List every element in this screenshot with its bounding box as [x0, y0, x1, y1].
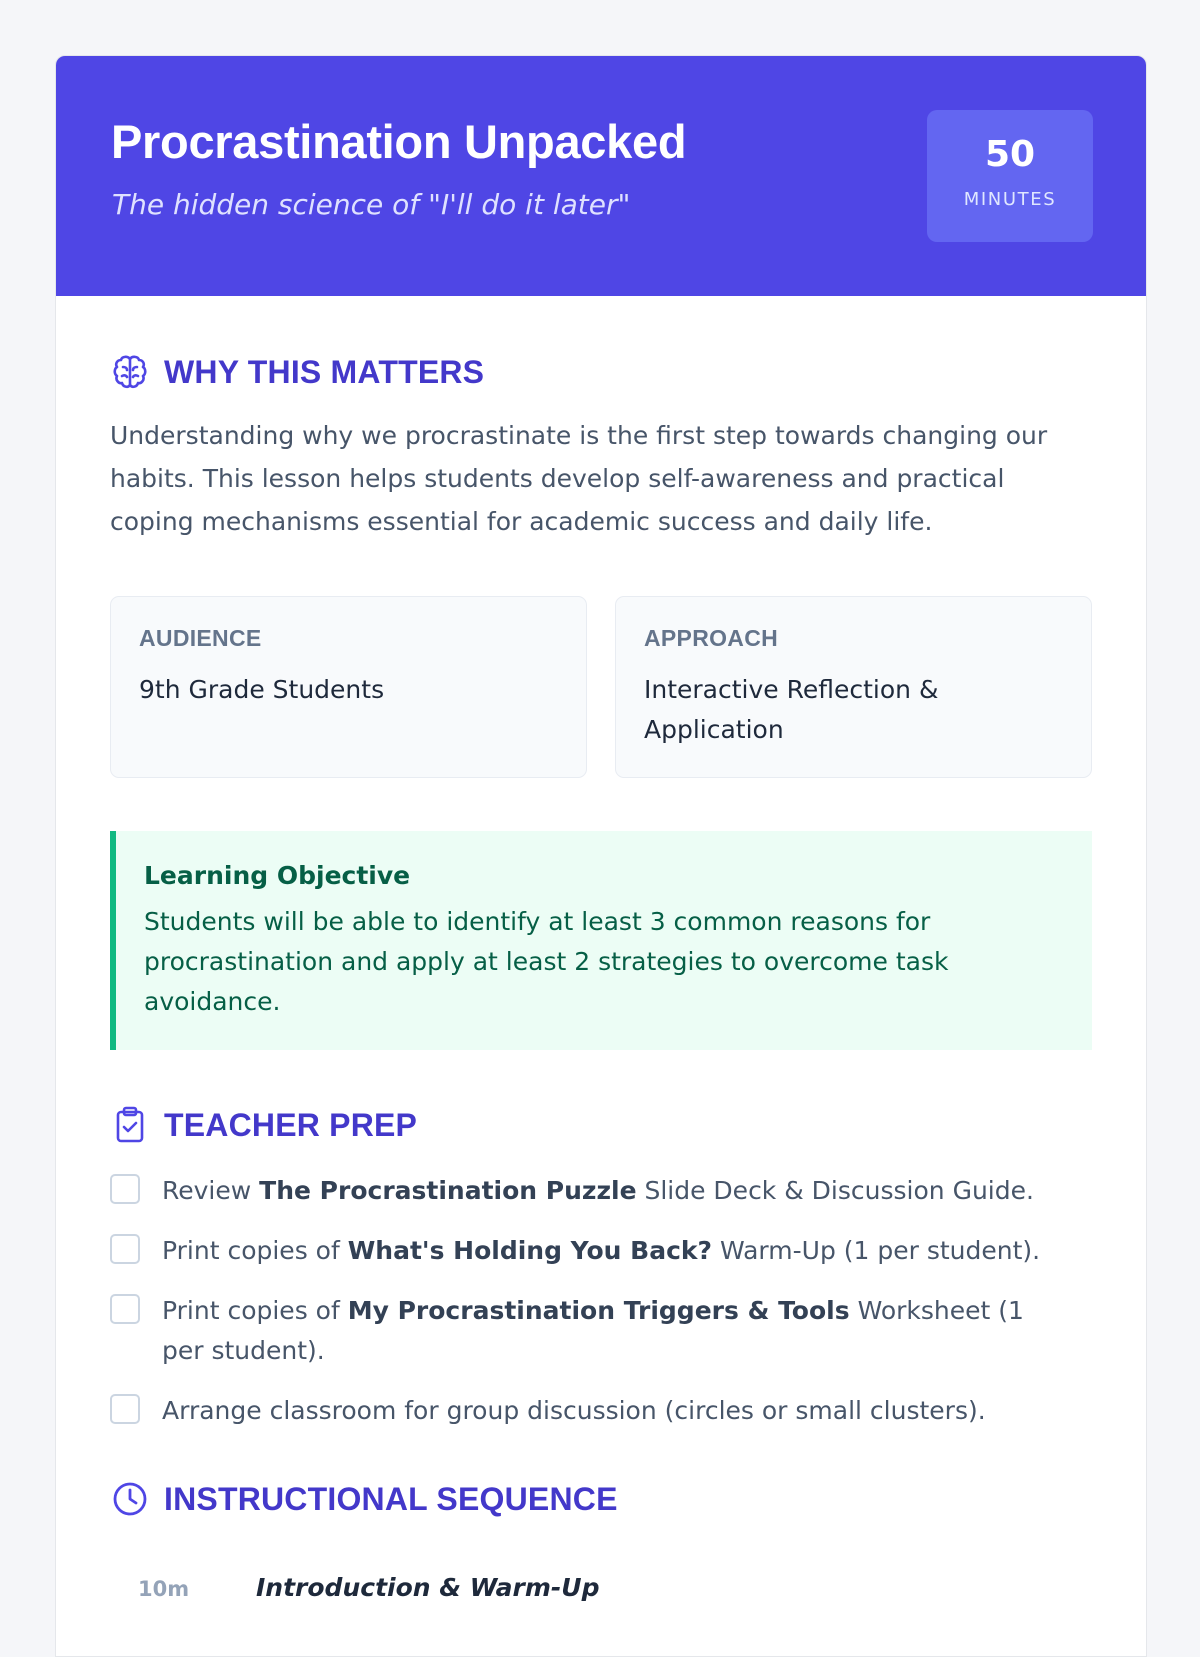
section-heading-prep: TEACHER PREP [164, 1106, 418, 1143]
clipboard-check-icon [110, 1105, 150, 1145]
lesson-header [56, 56, 1146, 296]
checkbox[interactable] [110, 1394, 140, 1424]
lesson-card [55, 55, 1147, 1657]
checklist-item: Print copies of What's Holding You Back? Warm-Up (1 per student). [110, 1231, 1092, 1271]
why-text: Understanding why we procrastinate is the first step towards changing our habits. This lesson helps students develop self-awareness and practical coping mechanisms essential for academic success and daily life. [110, 421, 1048, 536]
audience-value: 9th Grade Students [139, 675, 385, 704]
sequence-step [110, 1563, 1092, 1623]
checkbox[interactable] [110, 1294, 140, 1324]
objective-text: Students will be able to identify at least 3 common reasons for procrastination and apply at least 2 strategies to overcome task avoidance. [144, 907, 949, 1016]
approach-box [615, 596, 1092, 778]
section-heading-why: WHY THIS MATTERS [164, 353, 485, 390]
teacher-prep-section [110, 1105, 1092, 1431]
audience-label: AUDIENCE [139, 625, 262, 651]
checklist-item: Print copies of My Procrastination Triggers & Tools Worksheet (1 per student). [110, 1291, 1092, 1371]
checklist-item: Review The Procrastination Puzzle Slide Deck & Discussion Guide. [110, 1171, 1092, 1211]
duration-unit: MINUTES [963, 189, 1057, 210]
info-row [110, 596, 1092, 778]
section-heading-sequence: INSTRUCTIONAL SEQUENCE [164, 1480, 618, 1517]
objective-title: Learning Objective [144, 861, 411, 890]
checklist-item: Arrange classroom for group discussion (circles or small clusters). [110, 1391, 1092, 1431]
lesson-title: Procrastination Unpacked [111, 115, 687, 168]
brain-icon [110, 352, 150, 392]
approach-value: Interactive Reflection & Application [644, 675, 939, 744]
prep-checklist [110, 1171, 1092, 1431]
duration-value: 50 [984, 134, 1036, 175]
checkbox[interactable] [110, 1174, 140, 1204]
lesson-subtitle: The hidden science of "I'll do it later" [112, 188, 631, 221]
step-time: 10m [138, 1577, 190, 1601]
checkbox[interactable] [110, 1234, 140, 1264]
learning-objective [110, 831, 1092, 1050]
instructional-sequence-section [110, 1479, 1092, 1623]
clock-icon [110, 1479, 150, 1519]
why-section [110, 352, 1092, 543]
audience-box [110, 596, 587, 778]
approach-label: APPROACH [644, 625, 779, 651]
step-title: Introduction & Warm-Up [256, 1573, 600, 1602]
duration-badge [927, 110, 1093, 242]
